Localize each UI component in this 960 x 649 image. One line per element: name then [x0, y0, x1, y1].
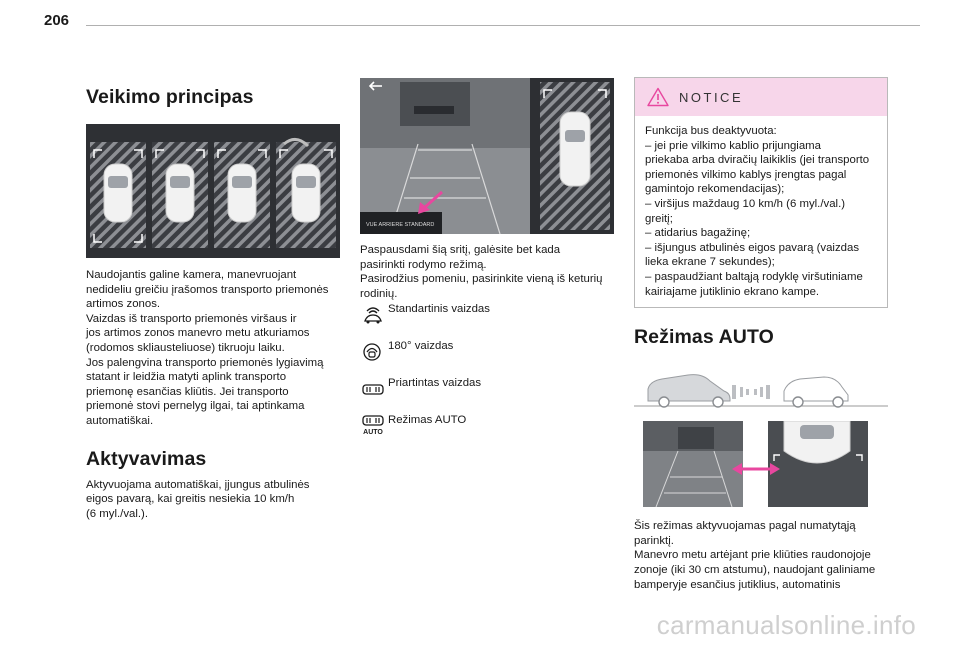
- section-heading-auto-mode: Režimas AUTO: [634, 326, 774, 349]
- mode-label: Priartintas vaizdas: [388, 377, 482, 390]
- notice-box: [634, 77, 888, 308]
- svg-text:AUTO: AUTO: [363, 429, 383, 437]
- mode-180: [360, 339, 614, 363]
- auto-mode-icon: [360, 413, 386, 437]
- screen-mode-label: VUE ARRIERE STANDARD: [366, 222, 435, 228]
- mode-auto: [360, 413, 614, 437]
- principle-text: Naudojantis galine kamera, manevruojant nedideliu greičiu įrašomos transporto priemonės artimos zonos. Vaizdas iš transporto priemonės viršaus ir jos artimos zonos manevro metu atkuriamos (rodomos skliausteliuose) tikruoju laiku. Jos palengvina transporto priemonės lygiavimą statant ir leidžia matyti aplink transporto priemonę esančias kliūtis. Jei transporto priemonė stovi pernelyg ilgai, tai aptinkama automatiškai.: [86, 269, 329, 427]
- column-2: [360, 78, 614, 450]
- notice-header: [635, 78, 887, 116]
- activation-text: Aktyvuojama automatiškai, įjungus atbulinės eigos pavarą, kai greitis nesiekia 10 km/h (6 myl./val.).: [86, 478, 310, 520]
- notice-text: Funkcija bus deaktyvuota: – jei prie vilkimo kablio prijungiama priekaba arba dviračių laikiklis (jei transporto priemonės vilkimo kablys įrengtas pagal gamintojo rekomendacijas); – viršijus maždaug 10 km/h (6 myl./val.) greitį; – atidarius bagažinę; – išjungus atbulinės eigos pavarą (vaizdas lieka ekrane 7 sekundes); – paspaudžiant baltąją rodyklę viršutiniame kairiajame jutiklinio ekrano kampe.: [645, 125, 870, 298]
- section-heading-activation: Aktyvavimas: [86, 447, 207, 470]
- zoom-view-icon: [360, 376, 386, 400]
- double-arrow-icon: [732, 463, 780, 475]
- column-3: [634, 77, 888, 592]
- watermark: carmanualsonline.info: [656, 610, 916, 640]
- page-number: 206: [44, 12, 70, 29]
- mode-label: Režimas AUTO: [388, 414, 467, 427]
- mode-standard: [360, 302, 614, 326]
- auto-mode-cars-illustration: [634, 363, 888, 409]
- top-rule: [86, 25, 920, 26]
- mode-zoom: [360, 376, 614, 400]
- mode-selection-text: Paspausdami šią sritį, galėsite bet kada pasirinkti rodymo režimą. Pasirodžius pomeniu, pasirinkite vieną iš keturių rodinių.: [360, 244, 603, 300]
- rear-camera-screen-illustration: [360, 78, 614, 234]
- auto-mode-screens-illustration: [634, 421, 888, 507]
- notice-title: NOTICE: [679, 89, 744, 105]
- warning-icon: [647, 87, 669, 107]
- camera-views-illustration: [86, 124, 340, 258]
- standard-view-icon: [360, 302, 386, 326]
- section-heading-principle: Veikimo principas: [86, 86, 254, 108]
- mode-label: 180° vaizdas: [388, 340, 454, 353]
- view-modes-list: [360, 302, 614, 437]
- 180-view-icon: [360, 339, 386, 363]
- auto-mode-text: Šis režimas aktyvuojamas pagal numatytąją parinktį. Manevro metu artėjant prie kliūties raudonojoje zonoje (iki 30 cm atstumu), naudojant galiniame bamperyje esančius jutiklius, automatinis: [634, 520, 876, 591]
- column-1: [86, 78, 340, 521]
- mode-label: Standartinis vaizdas: [388, 303, 490, 316]
